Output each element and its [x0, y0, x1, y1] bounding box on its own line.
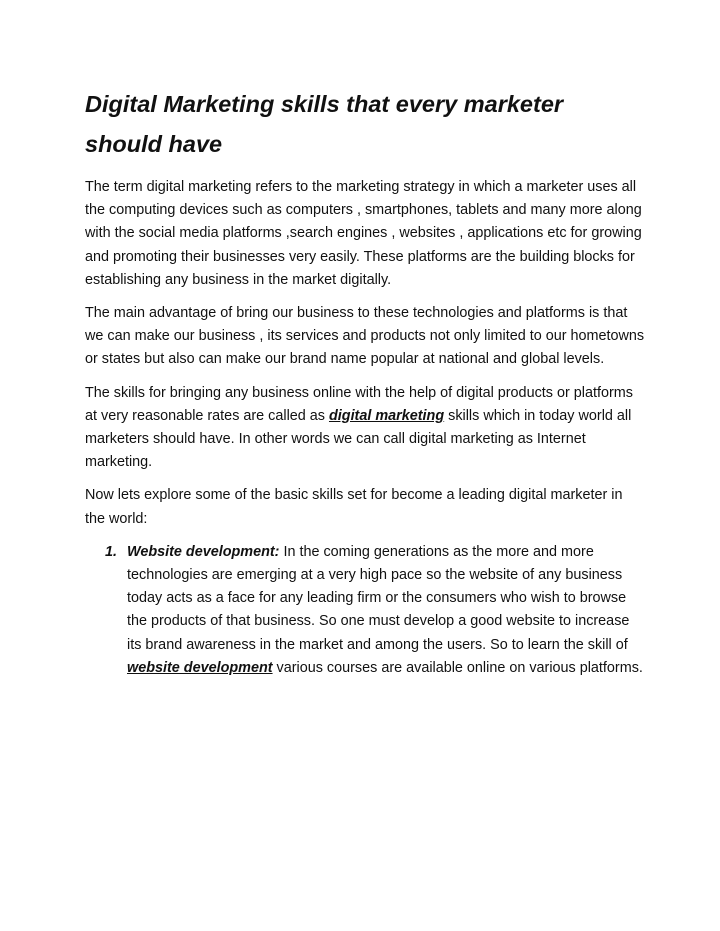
document-title: Digital Marketing skills that every marketer should have [85, 91, 564, 157]
paragraph-advantage: The main advantage of bring our business to these technologies and platforms is that we can make our business , its services and products not only limited to our hometowns or states but also can make our brand name popular at national and global levels. [85, 305, 645, 368]
list-item-heading: Website development: [127, 543, 280, 560]
paragraph-skills-before: The skills for bringing any business online with the help of digital products or platforms at very reasonable rates are called as [85, 384, 633, 424]
paragraph-explore: Now lets explore some of the basic skills set for become a leading digital marketer in the world: [85, 487, 623, 527]
list-item [85, 541, 645, 680]
paragraph-skills-after: skills which in today world all marketers should have. In other words we can call digital marketing as Internet marketing. [85, 407, 632, 471]
list-item-number: 1. [105, 543, 118, 560]
paragraph-intro: The term digital marketing refers to the marketing strategy in which a marketer uses all the computing devices such as computers , smartphones, tablets and many more along with the social media platforms ,search engines , websites , applications etc for growing and promoting their businesses very easily. These platforms are the building blocks for establishing any business in the market digitally. [85, 179, 642, 288]
paragraph-skills [85, 382, 645, 475]
digital-marketing-link[interactable]: digital marketing [328, 407, 445, 424]
list-item-text-before: In the coming generations as the more and more technologies are emerging at a very high pace so the website of any business today acts as a face for any leading firm or the consumers who wish to browse the products of that business. So one must develop a good website to increase its brand awareness in the market and among the users. So to learn the skill of [127, 543, 630, 653]
website-development-link[interactable]: website development [127, 659, 273, 676]
document-page [85, 84, 645, 680]
skills-list [85, 541, 645, 680]
list-item-text-after: various courses are available online on various platforms. [272, 659, 643, 676]
